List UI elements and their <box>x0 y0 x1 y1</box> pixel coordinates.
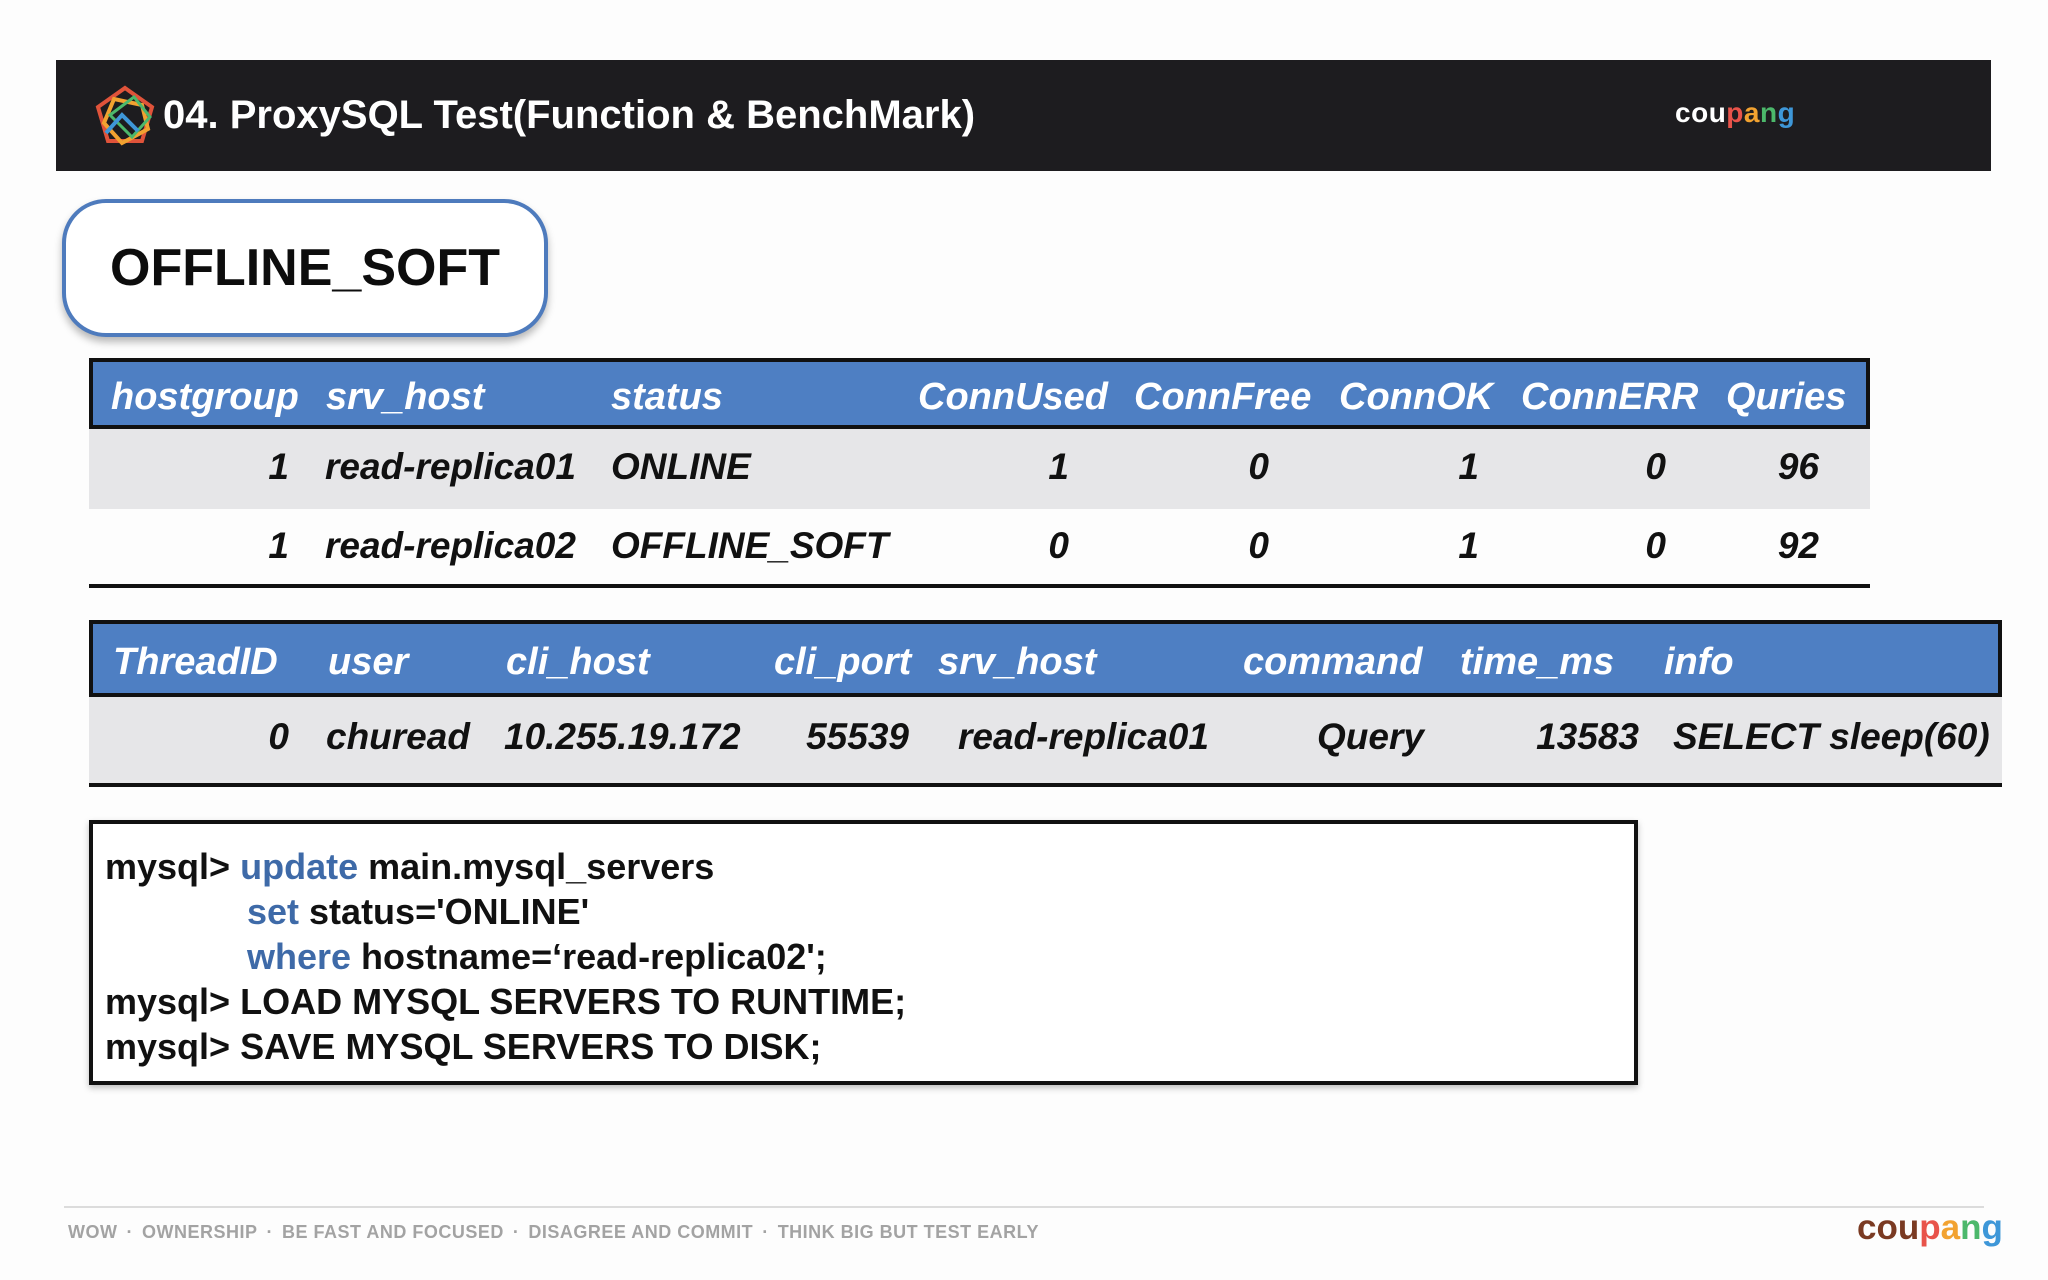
separator: · <box>266 1222 273 1242</box>
sql-text: status='ONLINE' <box>299 891 590 932</box>
state-badge <box>62 199 548 337</box>
code-line-4 <box>105 981 906 1023</box>
brand-letter: u <box>1708 97 1727 128</box>
footer-values <box>68 1222 1039 1243</box>
col-header-connused: ConnUsed <box>918 376 1108 418</box>
table-bottom-rule <box>89 783 2002 787</box>
coupang-logo-footer <box>1857 1208 2003 1248</box>
table-row <box>89 429 1870 509</box>
brand-letter: u <box>1897 1208 1920 1247</box>
cell-hostgroup: 1 <box>268 525 289 566</box>
col-header-command: command <box>1243 641 1423 683</box>
value-item: DISAGREE AND COMMIT <box>528 1222 754 1242</box>
sql-text: SAVE MYSQL SERVERS TO DISK; <box>230 1026 822 1067</box>
brand-letter: g <box>1777 97 1796 128</box>
code-line-5 <box>105 1026 822 1068</box>
brand-letter: a <box>1940 1208 1961 1247</box>
cell-status: ONLINE <box>611 446 751 487</box>
proxysql-logo-icon <box>92 85 158 151</box>
brand-letter: a <box>1743 97 1760 128</box>
cell-user: churead <box>326 716 470 757</box>
processlist-table-header <box>89 620 2002 697</box>
col-header-connfree: ConnFree <box>1134 376 1312 418</box>
brand-letter: c <box>1675 97 1692 128</box>
col-header-status: status <box>611 376 723 418</box>
value-item: THINK BIG BUT TEST EARLY <box>777 1222 1040 1242</box>
cell-connfree: 0 <box>1248 446 1269 487</box>
col-header-threadid: ThreadID <box>113 641 278 683</box>
slide-title: 04. ProxySQL Test(Function & BenchMark) <box>163 93 976 137</box>
cell-status: OFFLINE_SOFT <box>611 525 889 566</box>
col-header-cli-port: cli_port <box>774 641 912 683</box>
pool-table-header <box>89 358 1870 429</box>
brand-letter: g <box>1981 1208 2003 1247</box>
table-bottom-rule <box>89 584 1870 588</box>
sql-keyword: where <box>247 936 352 977</box>
cell-srv-host: read-replica02 <box>325 525 576 566</box>
coupang-logo-header <box>1675 97 1795 129</box>
col-header-info: info <box>1664 641 1734 683</box>
code-line-2 <box>247 891 589 933</box>
sql-text: hostname=‘read-replica02'; <box>351 936 827 977</box>
brand-letter: n <box>1759 97 1778 128</box>
cell-threadid: 0 <box>268 716 289 757</box>
value-item: OWNERSHIP <box>141 1222 258 1242</box>
separator: · <box>512 1222 520 1242</box>
cell-srv-host: read-replica01 <box>325 446 576 487</box>
cell-quries: 92 <box>1777 525 1819 566</box>
badge-label: OFFLINE_SOFT <box>110 239 500 297</box>
cell-connfree: 0 <box>1248 525 1269 566</box>
cell-connused: 1 <box>1048 446 1069 487</box>
col-header-hostgroup: hostgroup <box>111 376 299 418</box>
connection-pool-table <box>89 358 1870 590</box>
mysql-prompt: mysql> <box>105 981 231 1022</box>
col-header-cli-host: cli_host <box>506 641 650 683</box>
cell-info: SELECT sleep(60) <box>1673 716 1990 757</box>
cell-connok: 1 <box>1458 525 1479 566</box>
cell-connerr: 0 <box>1645 446 1666 487</box>
code-line-1 <box>105 846 714 888</box>
table-row <box>89 509 1870 587</box>
cell-cli-host: 10.255.19.172 <box>504 716 741 757</box>
mysql-prompt: mysql> <box>105 846 231 887</box>
cell-connused: 0 <box>1048 525 1069 566</box>
brand-letter: n <box>1960 1208 1982 1247</box>
value-item: BE FAST AND FOCUSED <box>282 1222 504 1242</box>
code-line-3 <box>247 936 827 978</box>
value-item: WOW <box>68 1222 118 1242</box>
cell-cli-port: 55539 <box>806 716 909 757</box>
cell-hostgroup: 1 <box>268 446 289 487</box>
brand-letter: o <box>1691 97 1709 128</box>
col-header-time-ms: time_ms <box>1460 641 1615 683</box>
col-header-user: user <box>328 641 409 683</box>
cell-connerr: 0 <box>1645 525 1666 566</box>
separator: · <box>762 1222 769 1242</box>
processlist-table <box>89 620 2002 790</box>
sql-keyword: update <box>240 846 359 887</box>
brand-letter: p <box>1919 1208 1941 1247</box>
sql-text: main.mysql_servers <box>358 846 715 887</box>
cell-time-ms: 13583 <box>1536 716 1639 757</box>
col-header-srv-host: srv_host <box>326 376 485 418</box>
sql-command-box <box>89 820 1638 1085</box>
brand-letter: p <box>1726 97 1744 128</box>
footer-divider <box>64 1206 1984 1208</box>
mysql-prompt: mysql> <box>105 1026 231 1067</box>
cell-quries: 96 <box>1777 446 1819 487</box>
cell-connok: 1 <box>1458 446 1479 487</box>
brand-letter: c <box>1857 1208 1877 1247</box>
separator: · <box>126 1222 133 1242</box>
header-bar <box>56 60 1991 171</box>
table-row <box>89 697 2002 783</box>
col-header-connok: ConnOK <box>1339 376 1494 418</box>
brand-letter: o <box>1876 1208 1898 1247</box>
col-header-connerr: ConnERR <box>1521 376 1699 418</box>
cell-command: Query <box>1317 716 1424 757</box>
sql-text: LOAD MYSQL SERVERS TO RUNTIME; <box>230 981 907 1022</box>
col-header-quries: Quries <box>1726 376 1847 418</box>
cell-srv-host: read-replica01 <box>958 716 1209 757</box>
sql-keyword: set <box>247 891 300 932</box>
col-header-srv-host: srv_host <box>938 641 1097 683</box>
